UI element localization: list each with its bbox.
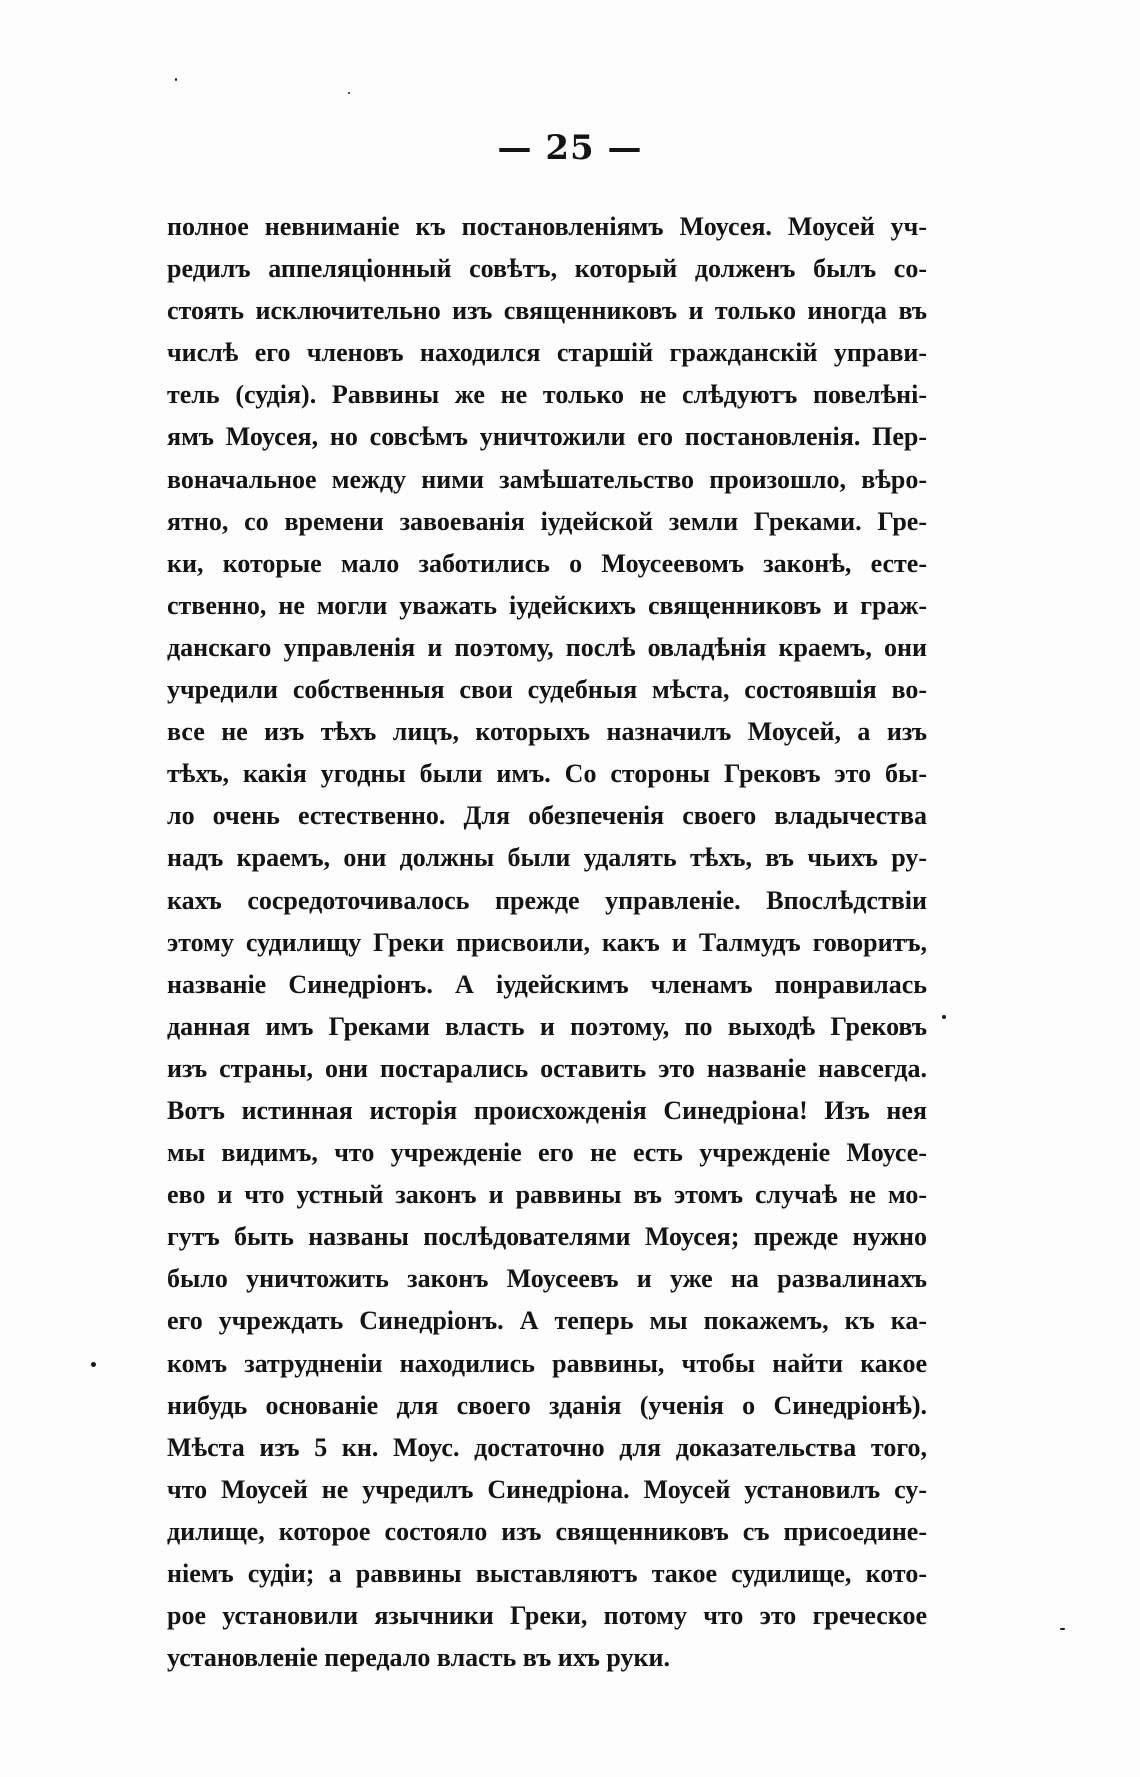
text-line: ямъ Моусея, но совсѣмъ уничтожили его постановленія. Пер- [167, 422, 927, 452]
scan-speck [348, 92, 350, 94]
text-line: было уничтожить законъ Моусеевъ и уже на развалинахъ [167, 1264, 927, 1294]
text-line: Вотъ истинная исторія происхожденія Синедріона! Изъ нея [167, 1095, 927, 1125]
text-line: его учреждать Синедріонъ. А теперь мы покажемъ, къ ка- [167, 1306, 927, 1336]
text-line: комъ затрудненіи находились раввины, чтобы найти какое [167, 1348, 927, 1378]
text-line: дилище, которое состояло изъ священниковъ съ присоедине- [167, 1516, 927, 1546]
text-line: учредили собственныя свои судебныя мѣста, состоявшія во- [167, 675, 927, 705]
text-line: кахъ сосредоточивалось прежде управленіе. Впослѣдствіи [167, 885, 927, 915]
text-line: нибудь основаніе для своего зданія (ученія о Синедріонѣ). [167, 1390, 927, 1420]
text-line: полное невниманіе къ постановленіямъ Моусея. Моусей уч- [167, 212, 927, 241]
text-line: Мѣста изъ 5 кн. Моус. достаточно для доказательства того, [167, 1432, 927, 1462]
body-text [167, 206, 927, 1679]
scan-speck [91, 1362, 96, 1367]
text-line: воначальное между ними замѣшательство произошло, вѣро- [167, 464, 927, 494]
text-line: надъ краемъ, они должны были удалять тѣхъ, въ чьихъ ру- [167, 843, 927, 873]
text-line: мы видимъ, что учрежденіе его не есть учрежденіе Моусе- [167, 1138, 927, 1168]
text-line: гутъ быть названы послѣдователями Моусея; прежде нужно [167, 1222, 927, 1252]
text-line: ки, которые мало заботились о Моусеевомъ законѣ, есте- [167, 548, 927, 578]
text-line: данная имъ Греками власть и поэтому, по выходѣ Грековъ [167, 1011, 927, 1041]
text-line: изъ страны, они постарались оставить это названіе навсегда. [167, 1053, 927, 1083]
scan-speck [1060, 1628, 1065, 1630]
text-line: данскаго управленія и поэтому, послѣ овладѣнія краемъ, они [167, 632, 927, 662]
scan-speck [175, 78, 177, 81]
text-line: стоять исключительно изъ священниковъ и только иногда въ [167, 296, 927, 326]
text-line: что Моусей не учредилъ Синедріона. Моусей установилъ су- [167, 1474, 927, 1504]
text-line: рое установили язычники Греки, потому что это греческое [167, 1601, 927, 1631]
text-line: числѣ его членовъ находился старшій гражданскій управи- [167, 338, 927, 368]
text-line: редилъ аппеляціонный совѣтъ, который долженъ былъ со- [167, 254, 927, 284]
text-line: ственно, не могли уважать іудейскихъ священниковъ и граж- [167, 590, 927, 620]
text-line: тель (судія). Раввины же не только не слѣдуютъ повелѣні- [167, 380, 927, 410]
text-line: тѣхъ, какія угодны были имъ. Со стороны Грековъ это бы- [167, 759, 927, 789]
scan-speck [942, 1015, 946, 1019]
text-line: ло очень естественно. Для обезпеченія своего владычества [167, 801, 927, 831]
page-number: — 25 — [497, 128, 643, 168]
text-line: ево и что устный законъ и раввины въ этомъ случаѣ не мо- [167, 1180, 927, 1210]
text-line: ніемъ судіи; а раввины выставляютъ такое судилище, кото- [167, 1559, 927, 1588]
text-line: все не изъ тѣхъ лицъ, которыхъ назначилъ Моусей, а изъ [167, 717, 927, 747]
text-line: этому судилищу Греки присвоили, какъ и Талмудъ говоритъ, [167, 927, 927, 957]
text-line: установленіе передало власть въ ихъ руки. [167, 1643, 671, 1673]
text-line: ятно, со времени завоеванія іудейской земли Греками. Гре- [167, 506, 927, 536]
text-line: названіе Синедріонъ. А іудейскимъ членамъ понравилась [167, 969, 927, 999]
